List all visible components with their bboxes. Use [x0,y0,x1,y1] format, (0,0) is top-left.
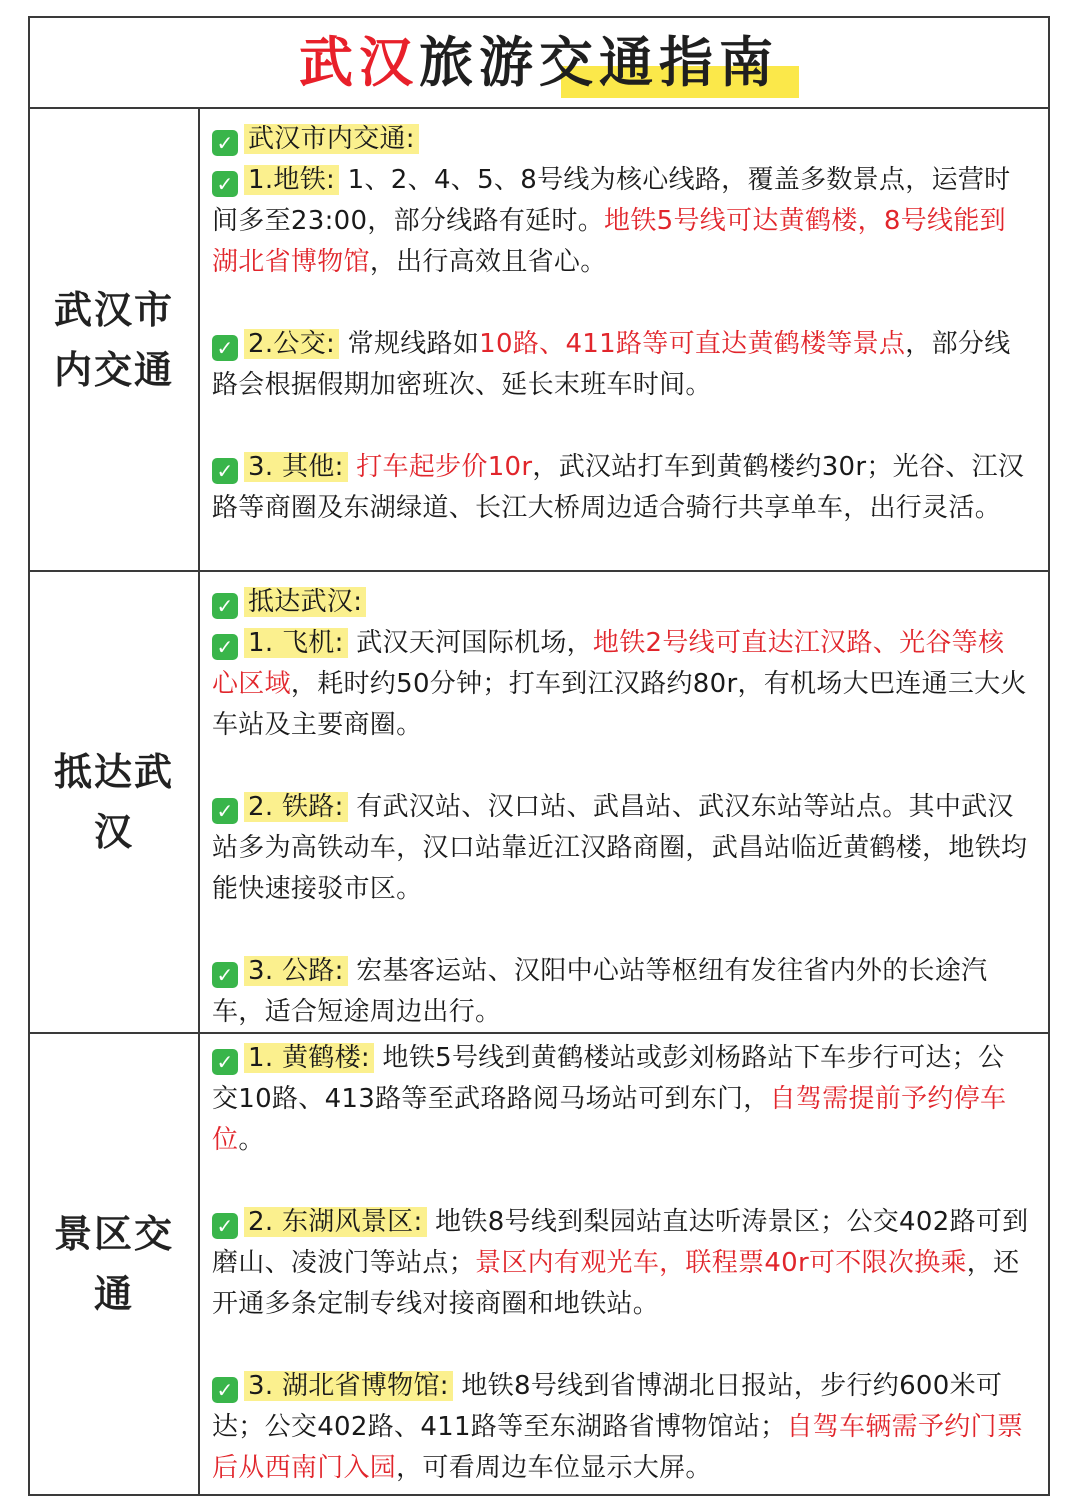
item-text: 宏基客运站、汉阳中心站等枢纽有发往省内外的长途汽车，适合短途周边出行。 [212,956,988,1027]
list-item [212,160,1030,283]
check-icon: ✓ [212,593,238,619]
item-text: ，武汉站打车到黄鹤楼约30r；光谷、江汉路等商圈及东湖绿道、长江大桥周边适合骑行共享单车，出行灵活。 [212,452,1025,523]
item-key: 2. 铁路: [244,792,348,822]
item-key: 1. 飞机: [244,628,348,658]
check-icon: ✓ [212,962,238,988]
item-text: ，部分线路会根据假期加密班次、延长末班车时间。 [212,329,1011,400]
title-red-part: 武汉 [299,30,419,94]
check-icon: ✓ [212,1049,238,1075]
item-text: 地铁5号线到黄鹤楼站或彭刘杨路站下车步行可达；公交10路、413路等至武珞路阅马场站可到东门， [212,1043,1005,1114]
check-icon: ✓ [212,171,238,197]
list-item [212,447,1030,529]
item-text: ，还开通多条定制专线对接商圈和地铁站。 [212,1248,1020,1319]
item-text: 地铁8号线到梨园站直达听涛景区；公交402路可到磨山、凌波门等站点； [212,1207,1029,1278]
check-icon: ✓ [212,798,238,824]
guide-table [28,16,1050,1496]
list-item [212,1366,1030,1489]
item-red-text: 地铁5号线可达黄鹤楼，8号线能到湖北省博物馆 [212,206,1006,277]
check-icon: ✓ [212,634,238,660]
list-item [212,623,1030,746]
check-icon: ✓ [212,1213,238,1239]
item-key: 2.公交: [244,329,339,359]
item-red-text: 自驾车辆需予约门票后从西南门入园 [212,1412,1024,1483]
check-icon: ✓ [212,458,238,484]
item-key: 3. 湖北省博物馆: [244,1371,453,1401]
list-item [212,787,1030,910]
item-text: 地铁8号线到省博湖北日报站，步行约600米可达；公交402路、411路等至东湖路省博物馆站； [212,1371,1003,1442]
item-red-text: 自驾需提前予约停车位 [212,1084,1007,1155]
section-heading-text: 武汉市内交通: [244,124,419,154]
item-red-text: 打车起步价10r [356,452,533,482]
list-item [212,951,1030,1033]
item-key: 1.地铁: [244,165,339,195]
title-row [30,18,1048,109]
item-text: 常规线路如 [347,329,480,359]
section-row-city [30,109,1048,572]
section-label: 景区交通 [53,1212,174,1316]
item-text: ，可看周边车位显示大屏。 [396,1453,712,1483]
item-text: 。 [238,1125,265,1155]
list-item [212,1038,1030,1161]
item-text: 有武汉站、汉口站、武昌站、武汉东站等站点。其中武汉站多为高铁动车，汉口站靠近江汉路商圈，武昌站临近黄鹤楼，地铁均能快速接驳市区。 [212,792,1028,904]
section-row-arrival [30,572,1048,1034]
page-title [299,30,779,94]
section-label-cell [30,1034,200,1494]
item-text: 武汉天河国际机场， [356,628,593,658]
item-red-text: 地铁2号线可直达江汉路、光谷等核心区域 [212,628,1005,699]
item-red-text: 10路、411路等可直达黄鹤楼等景点 [479,329,906,359]
item-red-text: 景区内有观光车，联程票40r可不限次换乘 [475,1248,967,1278]
section-label-cell [30,572,200,1032]
section-content [200,1034,1048,1494]
check-icon: ✓ [212,335,238,361]
item-key: 2. 东湖风景区: [244,1207,427,1237]
list-item [212,1202,1030,1325]
check-icon: ✓ [212,130,238,156]
section-heading [212,119,1030,160]
list-item [212,324,1030,406]
item-text: 1、2、4、5、8号线为核心线路，覆盖多数景点，运营时间多至23:00，部分线路有延时。 [212,165,1011,236]
section-label: 抵达武汉 [53,750,174,854]
section-row-scenic [30,1034,1048,1494]
item-key: 3. 其他: [244,452,348,482]
item-key: 1. 黄鹤楼: [244,1043,374,1073]
item-text: ，出行高效且省心。 [369,247,607,277]
item-text: ，耗时约50分钟；打车到江汉路约80r，有机场大巴连通三大火车站及主要商圈。 [212,669,1027,740]
check-icon: ✓ [212,1377,238,1403]
section-label-cell [30,109,200,570]
section-content [200,109,1048,570]
title-dark-part: 旅游交通指南 [419,30,779,94]
section-heading-text: 抵达武汉: [244,587,366,617]
item-key: 3. 公路: [244,956,348,986]
section-heading [212,582,1030,623]
section-content [200,572,1048,1032]
section-label: 武汉市内交通 [53,287,174,392]
